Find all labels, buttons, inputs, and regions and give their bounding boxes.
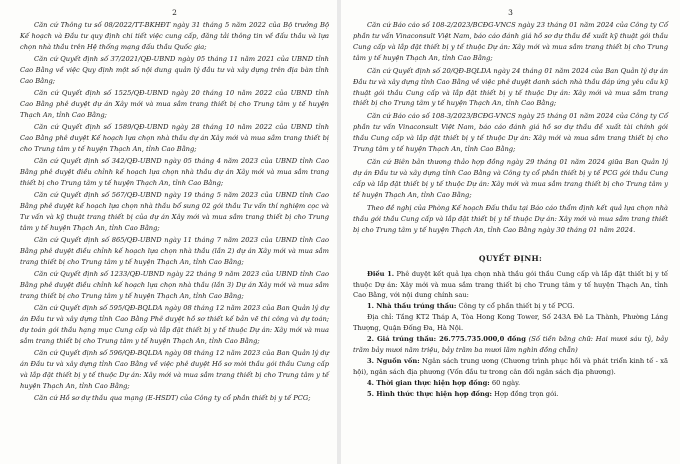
article-1 bbox=[353, 269, 668, 302]
decision-heading: QUYẾT ĐỊNH: bbox=[478, 253, 543, 263]
legal-basis-paragraph: Căn cứ Quyết định số 1589/QĐ-UBND ngày 28 tháng 10 năm 2022 của UBND tỉnh Cao Bằng phê duyệt Kế hoạch lựa chọn nhà thầu dự án Xây mới và mua sắm trang thiết bị cho Trung tâm y tế huyện Thạch An, tỉnh Cao Bằng; bbox=[20, 123, 329, 153]
legal-basis-paragraph: Căn cứ Quyết định số 20/QĐ-BQLDA ngày 24 tháng 01 năm 2024 của Ban Quản lý dự án Đầu tư và xây dựng tỉnh Cao Bằng về việc phê duyệt danh sách nhà thầu đáp ứng yêu cầu kỹ thuật gói thầu Cung cấp và lắp đặt thiết bị y tế thuộc Dự án: Xây mới và mua sắm trang thiết bị cho Trung tâm y tế huyện Thạch An, tỉnh Cao Bằng; bbox=[353, 66, 668, 108]
left-page-body bbox=[20, 20, 329, 404]
item-address: Địa chỉ: Tầng KT2 Tháp A, Tòa Hong Kong Tower, Số 243A Đê La Thành, Phường Láng Thượng, Quận Đống Đa, Hà Nội. bbox=[353, 313, 668, 333]
item-3-label: 3. Nguồn vốn: bbox=[367, 356, 420, 365]
item-5-label: 5. Hình thức thực hiện hợp đồng: bbox=[367, 389, 492, 398]
item-winning-price bbox=[353, 334, 668, 356]
legal-basis-paragraph: Căn cứ Quyết định số 1525/QĐ-UBND ngày 20 tháng 10 năm 2022 của UBND tỉnh Cao Bằng phê duyệt dự án Xây mới và mua sắm trang thiết bị cho Trung tâm y tế huyện Thạch An, tỉnh Cao Bằng; bbox=[20, 89, 329, 119]
item-4-label: 4. Thời gian thực hiện hợp đồng: bbox=[367, 378, 490, 387]
document-page-3 bbox=[341, 0, 680, 464]
legal-basis-paragraph: Căn cứ Báo cáo số 108-3/2023/BCĐG-VNCS ngày 25 tháng 01 năm 2024 của Công ty Cổ phần tư vấn Vinaconsult Việt Nam, báo cáo đánh giá hồ sơ dự thầu đề xuất tài chính gói thầu Cung cấp và lắp đặt thiết bị y tế thuộc Dự án: Xây mới và mua sắm trang thiết bị cho Trung tâm y tế huyện Thạch An, tỉnh Cao Bằng; bbox=[353, 112, 668, 154]
item-2-label: 2. Giá trúng thầu: bbox=[367, 335, 437, 344]
legal-basis-paragraph: Căn cứ Báo cáo số 108-2/2023/BCĐG-VNCS ngày 23 tháng 01 năm 2024 của Công ty Cổ phần tư vấn Vinaconsult Việt Nam, báo cáo đánh giá hồ sơ dự thầu đề xuất kỹ thuật gói thầu Cung cấp và lắp đặt thiết bị y tế thuộc Dự án: Xây mới và mua sắm trang thiết bị cho Trung tâm y tế huyện Thạch An, tỉnh Cao Bằng; bbox=[353, 21, 668, 62]
item-contract-duration bbox=[353, 378, 668, 389]
legal-basis-paragraph: Căn cứ Quyết định số 865/QĐ-UBND ngày 11 tháng 7 năm 2023 của UBND tỉnh Cao Bằng phê duyệt điều chỉnh kế hoạch lựa chọn nhà thầu (lần 2) dự án Xây mới và mua sắm trang thiết bị cho Trung tâm y tế huyện Thạch An, tỉnh Cao Bằng; bbox=[20, 236, 329, 266]
document-page-2 bbox=[0, 0, 337, 464]
legal-basis-paragraph: Căn cứ Quyết định số 596/QĐ-BQLDA ngày 08 tháng 12 năm 2023 của Ban Quản lý dự án Đầu tư và xây dựng tỉnh Cao Bằng về việc phê duyệt Hồ sơ mời thầu gói thầu Cung cấp và lắp đặt thiết bị y tế thuộc Dự án: Xây mới và mua sắm trang thiết bị cho Trung tâm y tế huyện Thạch An, tỉnh Cao Bằng; bbox=[20, 348, 329, 390]
item-1-label: 1. Nhà thầu trúng thầu: bbox=[367, 302, 457, 311]
item-2-value: 26.775.735.000,0 đồng bbox=[436, 335, 526, 344]
legal-basis-paragraph: Căn cứ Quyết định số 342/QĐ-UBND ngày 05 tháng 4 năm 2023 của UBND tỉnh Cao Bằng phê duyệt điều chỉnh kế hoạch lựa chọn nhà thầu dự án Xây mới và mua sắm trang thiết bị cho Trung tâm y tế huyện Thạch An, tỉnh Cao Bằng; bbox=[20, 157, 329, 187]
article-1-label: Điều 1. bbox=[367, 269, 395, 278]
page-number: 3 bbox=[508, 8, 513, 17]
right-page-body bbox=[353, 20, 668, 236]
item-5-text: Hợp đồng trọn gói. bbox=[491, 389, 559, 398]
article-1-text: Phê duyệt kết quả lựa chọn nhà thầu gói thầu Cung cấp và lắp đặt thiết bị y tế thuộc Dự án: Xây mới và mua sắm trang thiết bị cho Trung tâm y tế huyện Thạch An, tỉnh Cao Bằng, với nội dung chính sau: bbox=[353, 269, 668, 300]
legal-basis-paragraph: Căn cứ Quyết định số 595/QĐ-BQLDA ngày 08 tháng 12 năm 2023 của Ban Quản lý dự án Đầu tư và xây dựng tỉnh Cao Bằng Phê duyệt hồ sơ thiết kế bản vẽ thi công và dự toán; dự toán gói thầu hạng mục Cung cấp và lắp đặt thiết bị y tế thuộc Dự án: Xây mới và mua sắm trang thiết bị cho Trung tâm y tế huyện Thạch An, tỉnh Cao Bằng; bbox=[20, 304, 329, 345]
page-number: 2 bbox=[172, 8, 177, 17]
legal-basis-paragraph: Căn cứ Quyết định số 1233/QĐ-UBND ngày 22 tháng 9 năm 2023 của UBND tỉnh Cao Bằng phê duyệt điều chỉnh kế hoạch lựa chọn nhà thầu (lần 3) Dự án Xây mới và mua sắm trang thiết bị cho Trung tâm y tế huyện Thạch An, tỉnh Cao Bằng; bbox=[20, 270, 329, 300]
legal-basis-paragraph: Căn cứ Quyết định số 567/QĐ-UBND ngày 19 tháng 5 năm 2023 của UBND tỉnh Cao Bằng phê duyệt kế hoạch lựa chọn nhà thầu bổ sung 02 gói thầu Tư vấn thí nghiệm cọc và Tư vấn và kỹ thuật trang thiết bị của dự án Xây mới và mua sắm trang thiết bị cho Trung tâm y tế huyện Thạch An, tỉnh Cao Bằng; bbox=[20, 191, 329, 232]
legal-basis-paragraph: Căn cứ Hồ sơ dự thầu qua mạng (E-HSDT) của Công ty cổ phần thiết bị y tế PCG; bbox=[34, 393, 311, 402]
item-3-text: Ngân sách trung ương (Chương trình phục hồi và phát triển kinh tế - xã hội), ngân sách địa phương (Vốn đầu tư trong cân đối ngân sách địa phương). bbox=[353, 356, 668, 376]
legal-basis-paragraph: Căn cứ Thông tư số 08/2022/TT-BKHĐT ngày 31 tháng 5 năm 2022 của Bộ trưởng Bộ Kế hoạch và Đầu tư quy định chi tiết việc cung cấp, đăng tải thông tin về đấu thầu và lựa chọn nhà thầu trên Hệ thống mạng đấu thầu Quốc gia; bbox=[20, 21, 329, 51]
legal-basis-paragraph: Căn cứ Quyết định số 37/2021/QĐ-UBND ngày 05 tháng 11 năm 2021 của UBND tỉnh Cao Bằng về việc Quy định một số nội dung quản lý đầu tư và xây dựng trên địa bàn tỉnh Cao Bằng; bbox=[20, 55, 329, 85]
item-4-text: 60 ngày. bbox=[489, 378, 521, 387]
item-capital-source bbox=[353, 356, 668, 378]
item-1-text: Công ty cổ phần thiết bị y tế PCG. bbox=[456, 302, 575, 311]
item-2-words: (Số tiền bằng chữ: Hai mươi sáu tỷ, bảy trăm bảy mươi năm triệu, bảy trăm ba mươi lăm nghìn đồng chẵn) bbox=[353, 335, 668, 354]
legal-basis-paragraph: Theo đề nghị của Phòng Kế hoạch Đấu thầu tại Báo cáo thẩm định kết quả lựa chọn nhà thầu gói thầu Cung cấp và lắp đặt thiết bị y tế thuộc Dự án: Xây mới và mua sắm trang thiết bị cho Trung tâm y tế huyện Thạch An, tỉnh Cao Bằng ngày 30 tháng 01 năm 2024. bbox=[353, 203, 668, 234]
item-winning-contractor bbox=[353, 301, 668, 312]
item-contract-type bbox=[353, 389, 668, 400]
legal-basis-paragraph: Căn cứ Biên bản thương thảo hợp đồng ngày 29 tháng 01 năm 2024 giữa Ban Quản lý dự án Đầu tư và xây dựng tỉnh Cao Bằng và Công ty cổ phần thiết bị y tế PCG gói thầu Cung cấp và lắp đặt thiết bị y tế thuộc Dự án: Xây mới và mua sắm trang thiết bị cho Trung tâm y tế huyện Thạch An, tỉnh Cao Bằng; bbox=[353, 158, 668, 199]
